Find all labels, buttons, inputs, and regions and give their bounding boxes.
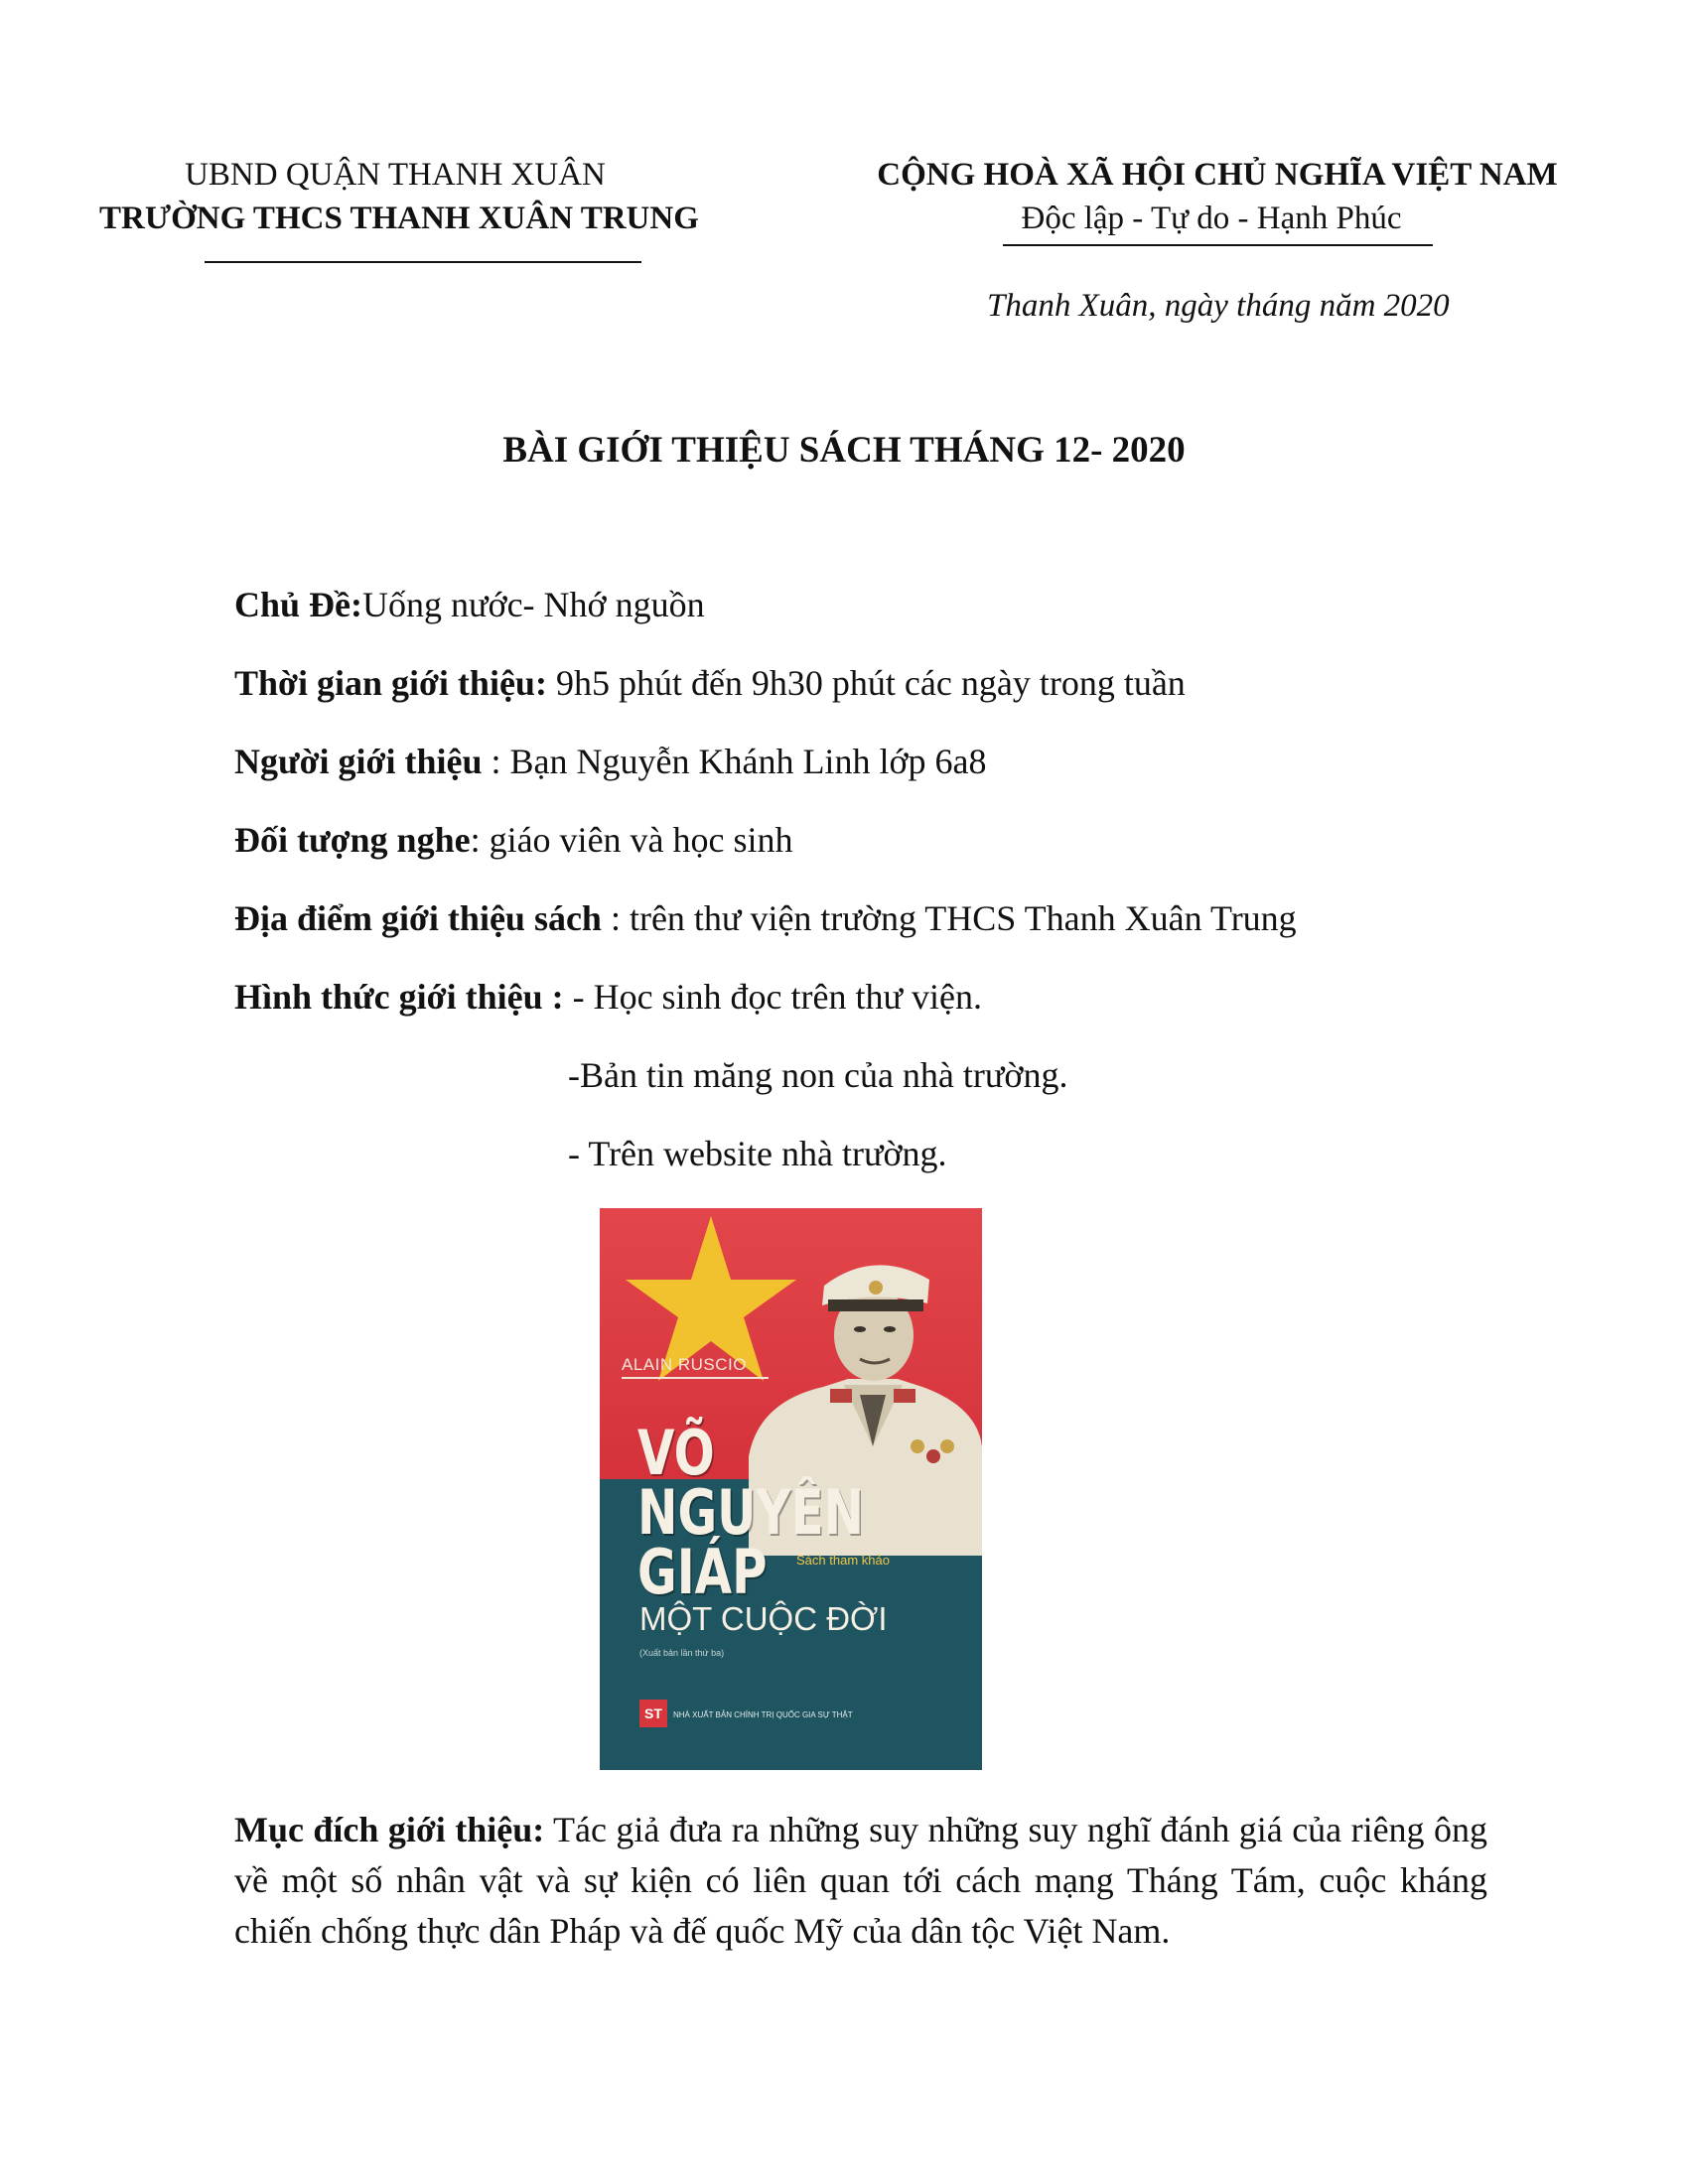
field-location-value: : trên thư viện trường THCS Thanh Xuân Trung <box>601 898 1297 938</box>
cover-author: ALAIN RUSCIO <box>622 1355 747 1374</box>
cover-reference-tag: Sách tham khảo <box>796 1553 890 1568</box>
field-audience-value: : giáo viên và học sinh <box>470 820 793 860</box>
field-topic-value: Uống nước- Nhớ nguồn <box>362 585 705 624</box>
field-audience-label: Đối tượng nghe <box>234 820 471 860</box>
book-cover-image <box>600 1208 982 1770</box>
field-location-label: Địa điểm giới thiệu sách <box>234 898 602 938</box>
header-left-school: TRƯỜNG THCS THANH XUÂN TRUNG <box>99 201 699 236</box>
purpose-text: Tác giả đưa ra những suy những suy nghĩ đánh giá của riêng ông về một số nhân vật và sự kiện có liên quan tới cách mạng Tháng Tám, cuộc kháng chiến chống thực dân Pháp và đế quốc Mỹ của dân tộc Việt Nam. <box>234 1810 1487 1951</box>
field-presenter <box>234 741 986 782</box>
field-format-value: - Học sinh đọc trên thư viện. <box>563 977 982 1017</box>
field-format <box>234 976 982 1018</box>
purpose-paragraph <box>234 1805 1487 1957</box>
cover-edition: (Xuất bản lần thứ ba) <box>639 1648 725 1658</box>
format-item-website: - Trên website nhà trường. <box>568 1134 947 1173</box>
cover-name-line1: VÕ <box>637 1417 715 1489</box>
page-title: BÀI GIỚI THIỆU SÁCH THÁNG 12- 2020 <box>502 430 1186 471</box>
field-format-label: Hình thức giới thiệu : <box>234 977 564 1017</box>
field-time <box>234 662 1186 704</box>
format-item-newsletter: -Bản tin măng non của nhà trường. <box>568 1055 1068 1095</box>
header-right-underline <box>1003 244 1433 246</box>
field-location <box>234 897 1297 939</box>
field-time-value: 9h5 phút đến 9h30 phút các ngày trong tuần <box>546 663 1186 703</box>
cover-subtitle: MỘT CUỘC ĐỜI <box>639 1600 888 1637</box>
document-date: Thanh Xuân, ngày tháng năm 2020 <box>987 288 1450 324</box>
header-left-underline <box>205 261 641 263</box>
field-presenter-value: : Bạn Nguyễn Khánh Linh lớp 6a8 <box>482 742 987 781</box>
cover-name-line3: GIÁP <box>637 1536 768 1608</box>
cover-author-rule <box>622 1377 769 1379</box>
field-audience <box>234 819 793 861</box>
purpose-label: Mục đích giới thiệu: <box>234 1810 545 1849</box>
field-topic-label: Chủ Đề: <box>234 585 363 624</box>
field-time-label: Thời gian giới thiệu: <box>234 663 547 703</box>
header-right-country: CỘNG HOÀ XÃ HỘI CHỦ NGHĨA VIỆT NAM <box>877 157 1558 193</box>
field-presenter-label: Người giới thiệu <box>234 742 483 781</box>
header-right-motto: Độc lập - Tự do - Hạnh Phúc <box>1021 201 1402 236</box>
cover-name-line2: NGUYÊN <box>637 1476 864 1549</box>
field-topic <box>234 584 705 625</box>
publisher-logo-icon: ST <box>639 1700 667 1727</box>
header-left-org: UBND QUẬN THANH XUÂN <box>185 157 606 193</box>
cover-publisher: NHÀ XUẤT BẢN CHÍNH TRỊ QUỐC GIA SỰ THẬT <box>673 1710 853 1719</box>
